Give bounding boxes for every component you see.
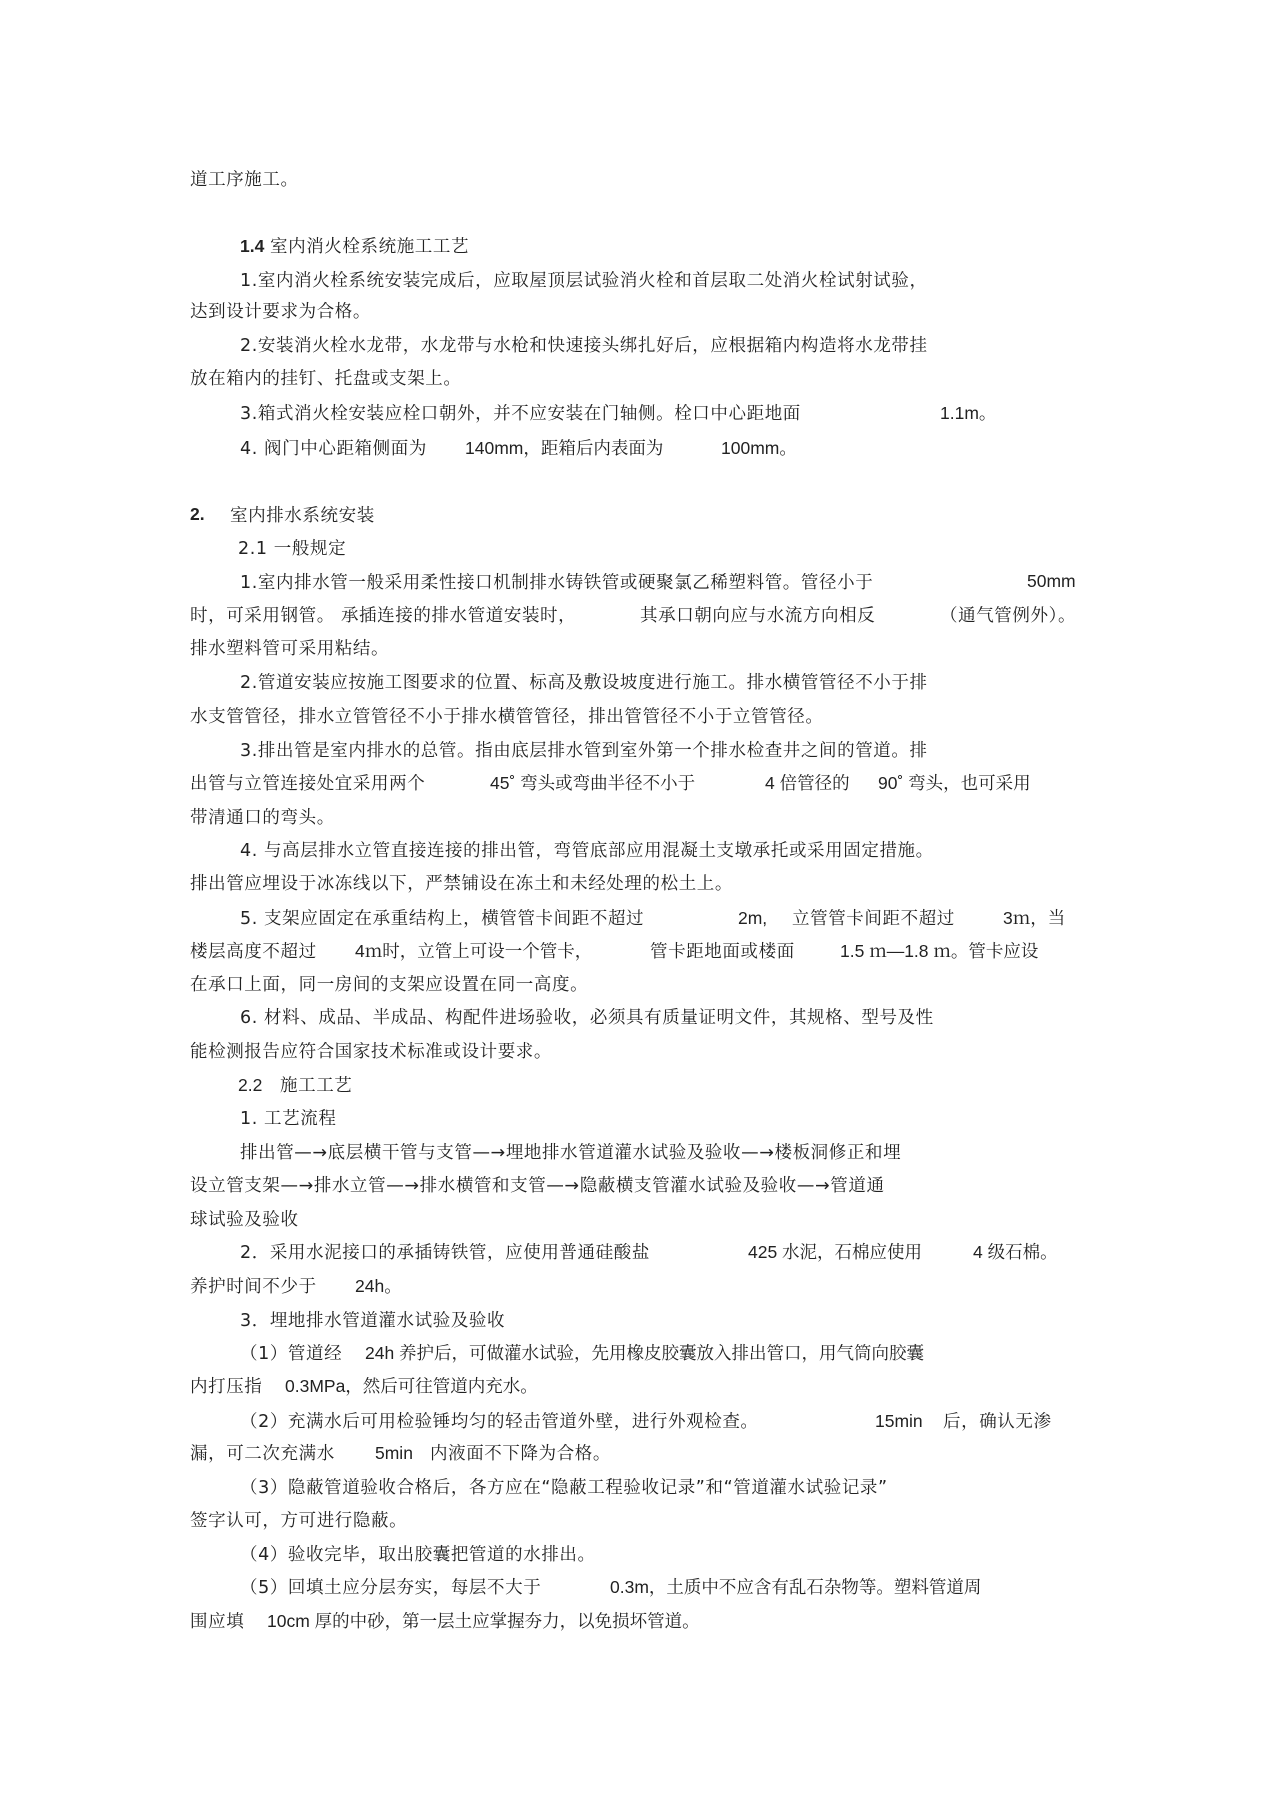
- text-value: 15min: [875, 1411, 923, 1431]
- text-line: 达到设计要求为合格。: [190, 302, 371, 322]
- subsection-heading: 施工工艺: [280, 1076, 353, 1096]
- section-number: 1.4: [240, 236, 265, 256]
- text-line: 立管管卡间距不超过: [792, 909, 955, 929]
- text-value: 24h 养护后，可做灌水试验，先用橡皮胶囊放入排出管口，用气筒向胶囊: [365, 1343, 925, 1363]
- text-line: 3.箱式消火栓安装应栓口朝外，并不应安装在门轴侧。栓口中心距地面: [240, 404, 801, 424]
- subsection-heading: 2.1 一般规定: [238, 539, 347, 559]
- text-value: 45˚ 弯头或弯曲半径不小于: [490, 773, 696, 793]
- text-value: 0.3MPa，然后可往管道内充水。: [285, 1376, 538, 1396]
- text-value: 4ｍ时，立管上可设一个管卡，: [355, 941, 593, 961]
- text-line: 3.排出管是室内排水的总管。指由底层排水管到室外第一个排水检查井之间的管道。排: [240, 741, 928, 761]
- text-value: 5min: [375, 1443, 413, 1463]
- text-line: 放在箱内的挂钉、托盘或支架上。: [190, 369, 462, 389]
- text-line: （4）验收完毕，取出胶囊把管道的水排出。: [240, 1545, 596, 1565]
- text-line: 排出管—→底层横干管与支管—→埋地排水管道灌水试验及验收—→楼板洞修正和埋: [240, 1143, 902, 1163]
- text-value: 10cm 厚的中砂，第一层土应掌握夯力，以免损坏管道。: [267, 1611, 700, 1631]
- text-line: （1）管道经: [240, 1344, 343, 1364]
- text-line: 球试验及验收: [190, 1210, 299, 1230]
- text-value: 2m,: [738, 908, 768, 928]
- text-line: （3）隐蔽管道验收合格后，各方应在“隐蔽工程验收记录”和“管道灌水试验记录”: [240, 1478, 888, 1498]
- text-line: 2.管道安装应按施工图要求的位置、标高及敷设坡度进行施工。排水横管管径不小于排: [240, 673, 928, 693]
- text-line: 内打压指: [190, 1377, 263, 1397]
- text-value: 4 级石棉。: [973, 1242, 1058, 1262]
- text-value: 3ｍ，当: [1003, 908, 1066, 928]
- text-line: 设立管支架—→排水立管—→排水横管和支管—→隐蔽横支管灌水试验及验收—→管道通: [190, 1176, 885, 1196]
- text-value: 50mm: [1027, 571, 1076, 591]
- text-line: （通气管例外）。: [940, 606, 1077, 626]
- text-line: 漏，可二次充满水: [190, 1444, 335, 1464]
- text-line: 楼层高度不超过: [190, 942, 317, 962]
- text-line: 道工序施工。: [190, 170, 299, 190]
- text-value: 4 倍管径的: [765, 773, 850, 793]
- text-value: 0.3m，土质中不应含有乱石杂物等。塑料管道周: [610, 1577, 982, 1597]
- text-line: 水支管管径，排水立管管径不小于排水横管管径，排出管管径不小于立管管径。: [190, 707, 824, 727]
- text-line: （2）充满水后可用检验锤均匀的轻击管道外壁，进行外观检查。: [240, 1412, 759, 1432]
- subsection-number: 2.2: [238, 1075, 263, 1095]
- text-value: 1.5 ｍ—1.8 ｍ。管卡应设: [840, 941, 1039, 961]
- text-value: 425 水泥，石棉应使用: [748, 1242, 923, 1262]
- text-line: 2．采用水泥接口的承插铸铁管，应使用普通硅酸盐: [240, 1243, 650, 1263]
- text-line: 4. 与高层排水立管直接连接的排出管，弯管底部应用混凝土支墩承托或采用固定措施。: [240, 841, 934, 861]
- text-line: 出管与立管连接处宜采用两个: [190, 774, 426, 794]
- text-value: 100mm。: [721, 438, 797, 458]
- text-line: 排水塑料管可采用粘结。: [190, 639, 390, 659]
- text-line: 排出管应埋设于冰冻线以下，严禁铺设在冻土和未经处理的松土上。: [190, 874, 733, 894]
- text-line: 内液面不下降为合格。: [430, 1444, 611, 1464]
- text-line: 养护时间不少于: [190, 1277, 317, 1297]
- text-line: 6. 材料、成品、半成品、构配件进场验收，必须具有质量证明文件，其规格、型号及性: [240, 1008, 934, 1028]
- text-line: 4. 阀门中心距箱侧面为: [240, 439, 427, 459]
- text-value: 24h。: [355, 1276, 402, 1296]
- text-line: 后，确认无渗: [943, 1412, 1052, 1432]
- section-heading: 室内消火栓系统施工工艺: [270, 237, 470, 257]
- text-line: 管卡距地面或楼面: [650, 942, 795, 962]
- text-line: 1.室内消火栓系统安装完成后，应取屋顶层试验消火栓和首层取二处消火栓试射试验，: [240, 271, 928, 291]
- text-line: 带清通口的弯头。: [190, 808, 335, 828]
- text-line: 1.室内排水管一般采用柔性接口机制排水铸铁管或硬聚氯乙稀塑料管。管径小于: [240, 573, 874, 593]
- text-line: 2.安装消火栓水龙带，水龙带与水枪和快速接头绑扎好后，应根据箱内构造将水龙带挂: [240, 336, 928, 356]
- text-value: 1.1m。: [940, 403, 997, 423]
- section-number: 2.: [190, 504, 205, 524]
- text-value: 90˚ 弯头，也可采用: [878, 773, 1031, 793]
- text-line: 能检测报告应符合国家技术标准或设计要求。: [190, 1042, 552, 1062]
- section-heading: 室内排水系统安装: [230, 506, 375, 526]
- text-line: 1. 工艺流程: [240, 1109, 337, 1129]
- text-line: 3．埋地排水管道灌水试验及验收: [240, 1311, 506, 1331]
- text-line: （5）回填土应分层夯实，每层不大于: [240, 1578, 542, 1598]
- text-line: 时，可采用钢管。 承插连接的排水管道安装时，: [190, 606, 577, 626]
- text-value: 140mm，距箱后内表面为: [465, 438, 664, 458]
- text-line: 其承口朝向应与水流方向相反: [640, 606, 876, 626]
- text-line: 围应填: [190, 1612, 245, 1632]
- text-line: 在承口上面，同一房间的支架应设置在同一高度。: [190, 975, 589, 995]
- text-line: 签字认可，方可进行隐蔽。: [190, 1511, 408, 1531]
- text-line: 5. 支架应固定在承重结构上，横管管卡间距不超过: [240, 909, 645, 929]
